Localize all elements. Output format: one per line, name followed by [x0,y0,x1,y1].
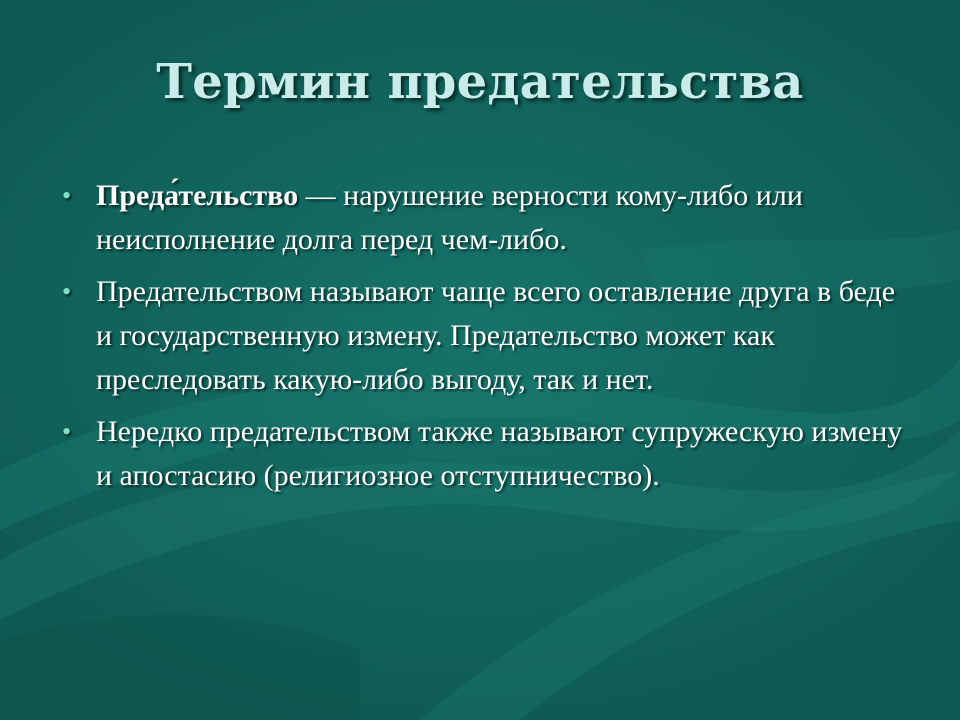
slide-title: Термин предательства [156,54,804,110]
bullet-dot-icon: • [62,277,72,306]
bullet-dot-icon: • [62,417,72,446]
bullet-text-common-meaning: Предательством называют чаще всего оставление друга в беде и государственную измену. Предательство может как преследовать какую-либо выгоду, так и нет. [96,275,896,396]
bullet-item-common-meaning [56,270,906,402]
bullet-text-other-meanings: Нередко предательством также называют супружескую измену и апостасию (религиозное отступничество). [96,415,903,492]
term-betrayal: Преда́тельство [96,179,299,212]
bullet-dot-icon: • [62,181,72,210]
bullet-list [56,174,906,506]
bullet-item-other-meanings [56,410,906,498]
bullet-item-definition [56,174,906,262]
bullet-text-definition: — нарушение верности кому-либо или неисполнение долга перед чем-либо. [96,179,803,256]
